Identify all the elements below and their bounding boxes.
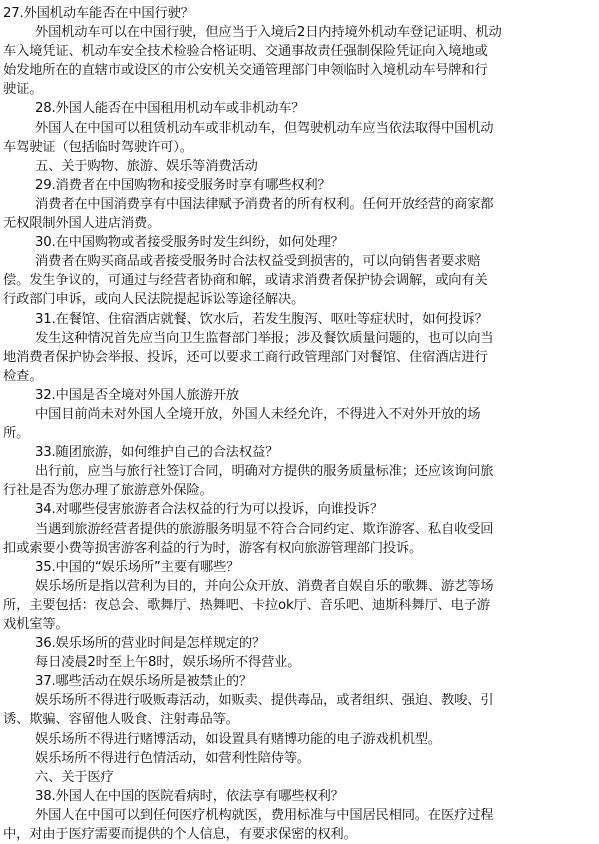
text-line: 外国人在中国可以租赁机动车或非机动车，但驾驶机动车应当依法取得中国机动 [35, 120, 494, 136]
text-line: 30.在中国购物或者接受服务时发生纠纷，如何处理？ [35, 235, 344, 251]
text-line: 所。 [3, 426, 30, 442]
text-line: 行政部门申诉，或向人民法院提起诉讼等途径解决。 [3, 292, 305, 308]
text-line: 当遇到旅游经营者提供的旅游服务明显不符合合同约定、欺诈游客、私自收受回 [35, 521, 494, 537]
text-line: 地消费者保护协会举报、投诉，还可以要求工商行政管理部门对餐馆、住宿酒店进行 [3, 349, 488, 365]
text-line: 每日凌晨2时至上午8时，娱乐场所不得营业。 [35, 655, 301, 671]
text-line: 中，对由于医疗需要而提供的个人信息，有要求保密的权利。 [3, 827, 357, 843]
text-line: 27.外国机动车能否在中国行驶？ [3, 6, 194, 21]
text-line: 消费者在中国消费享有中国法律赋予消费者的所有权利。任何开放经营的商家都 [35, 196, 494, 212]
text-line: 出行前，应当与旅行社签订合同，明确对方提供的服务质量标准；还应该询问旅 [35, 464, 494, 480]
text-line: 驶证。 [3, 82, 43, 98]
text-line: 检查。 [3, 368, 43, 384]
text-line: 34.对哪些侵害旅游者合法权益的行为可以投诉，向谁投诉？ [35, 502, 383, 518]
text-line: 扣或索要小费等损害游客利益的行为时，游客有权向旅游管理部门投诉。 [3, 540, 423, 556]
text-line: 38.外国人在中国的医院看病时，依法享有哪些权利？ [35, 788, 344, 804]
text-line: 28.外国人能否在中国租用机动车或非机动车？ [35, 101, 305, 117]
text-line: 行社是否为您办理了旅游意外保险。 [3, 483, 213, 499]
text-line: 五、关于购物、旅游、娱乐等消费活动 [35, 158, 258, 174]
text-line: 33.随团旅游，如何维护自己的合法权益？ [35, 445, 279, 461]
text-line: 消费者在购买商品或者接受服务时合法权益受到损害的，可以向销售者要求赔 [35, 254, 481, 270]
text-line: 所，主要包括：夜总会、歌舞厅、热舞吧、卡拉ok厅、音乐吧、迪斯科舞厅、电子游 [3, 597, 490, 613]
text-line: 37.哪些活动在娱乐场所是被禁止的？ [35, 674, 252, 690]
text-line: 无权限制外国人进店消费。 [3, 216, 161, 232]
text-line: 29.消费者在中国购物和接受服务时享有哪些权利？ [35, 177, 331, 193]
text-line: 娱乐场所不得进行吸贩毒活动，如贩卖、提供毒品，或者组织、强迫、教唆、引 [35, 693, 494, 709]
text-line: 诱、欺骗、容留他人吸食、注射毒品等。 [3, 712, 239, 728]
text-line: 发生这种情况首先应当向卫生监督部门举报；涉及餐饮质量问题的，也可以向当 [35, 330, 494, 346]
text-line: 六、关于医疗 [35, 769, 114, 785]
text-line: 偿。发生争议的，可通过与经营者协商和解，或请求消费者保护协会调解，或向有关 [3, 273, 488, 289]
text-line: 外国人在中国可以到任何医疗机构就医，费用标准与中国居民相同。在医疗过程 [35, 807, 494, 823]
text-line: 娱乐场所不得进行赌博活动，如设置具有赌博功能的电子游戏机机型。 [35, 731, 442, 747]
text-line: 35.中国的“娱乐场所”主要有哪些？ [35, 559, 240, 575]
text-line: 车驾驶证（包括临时驾驶许可）。 [3, 139, 193, 155]
text-line: 32.中国是否全境对外国人旅游开放 [35, 387, 239, 403]
text-line: 娱乐场所是指以营利为目的，并向公众开放、消费者自娱自乐的歌舞、游艺等场 [35, 578, 494, 594]
text-line: 36.娱乐场所的营业时间是怎样规定的？ [35, 636, 266, 652]
text-line: 车入境凭证、机动车安全技术检验合格证明、交通事故责任强制保险凭证向入境地或 [3, 44, 488, 60]
text-line: 娱乐场所不得进行色情活动，如营利性陪侍等。 [35, 750, 311, 766]
text-line: 外国机动车可以在中国行驶，但应当于入境后2日内持境外机动车登记证明、机动 [35, 25, 502, 41]
text-line: 31.在餐馆、住宿酒店就餐、饮水后，若发生腹泻、呕吐等症状时，如何投诉？ [35, 311, 488, 327]
text-line: 中国目前尚未对外国人全境开放，外国人未经允许，不得进入不对外开放的场 [35, 406, 481, 422]
text-line: 始发地所在的直辖市或设区的市公安机关交通管理部门申领临时入境机动车号牌和行 [3, 63, 488, 79]
text-line: 戏机室等。 [3, 617, 69, 632]
